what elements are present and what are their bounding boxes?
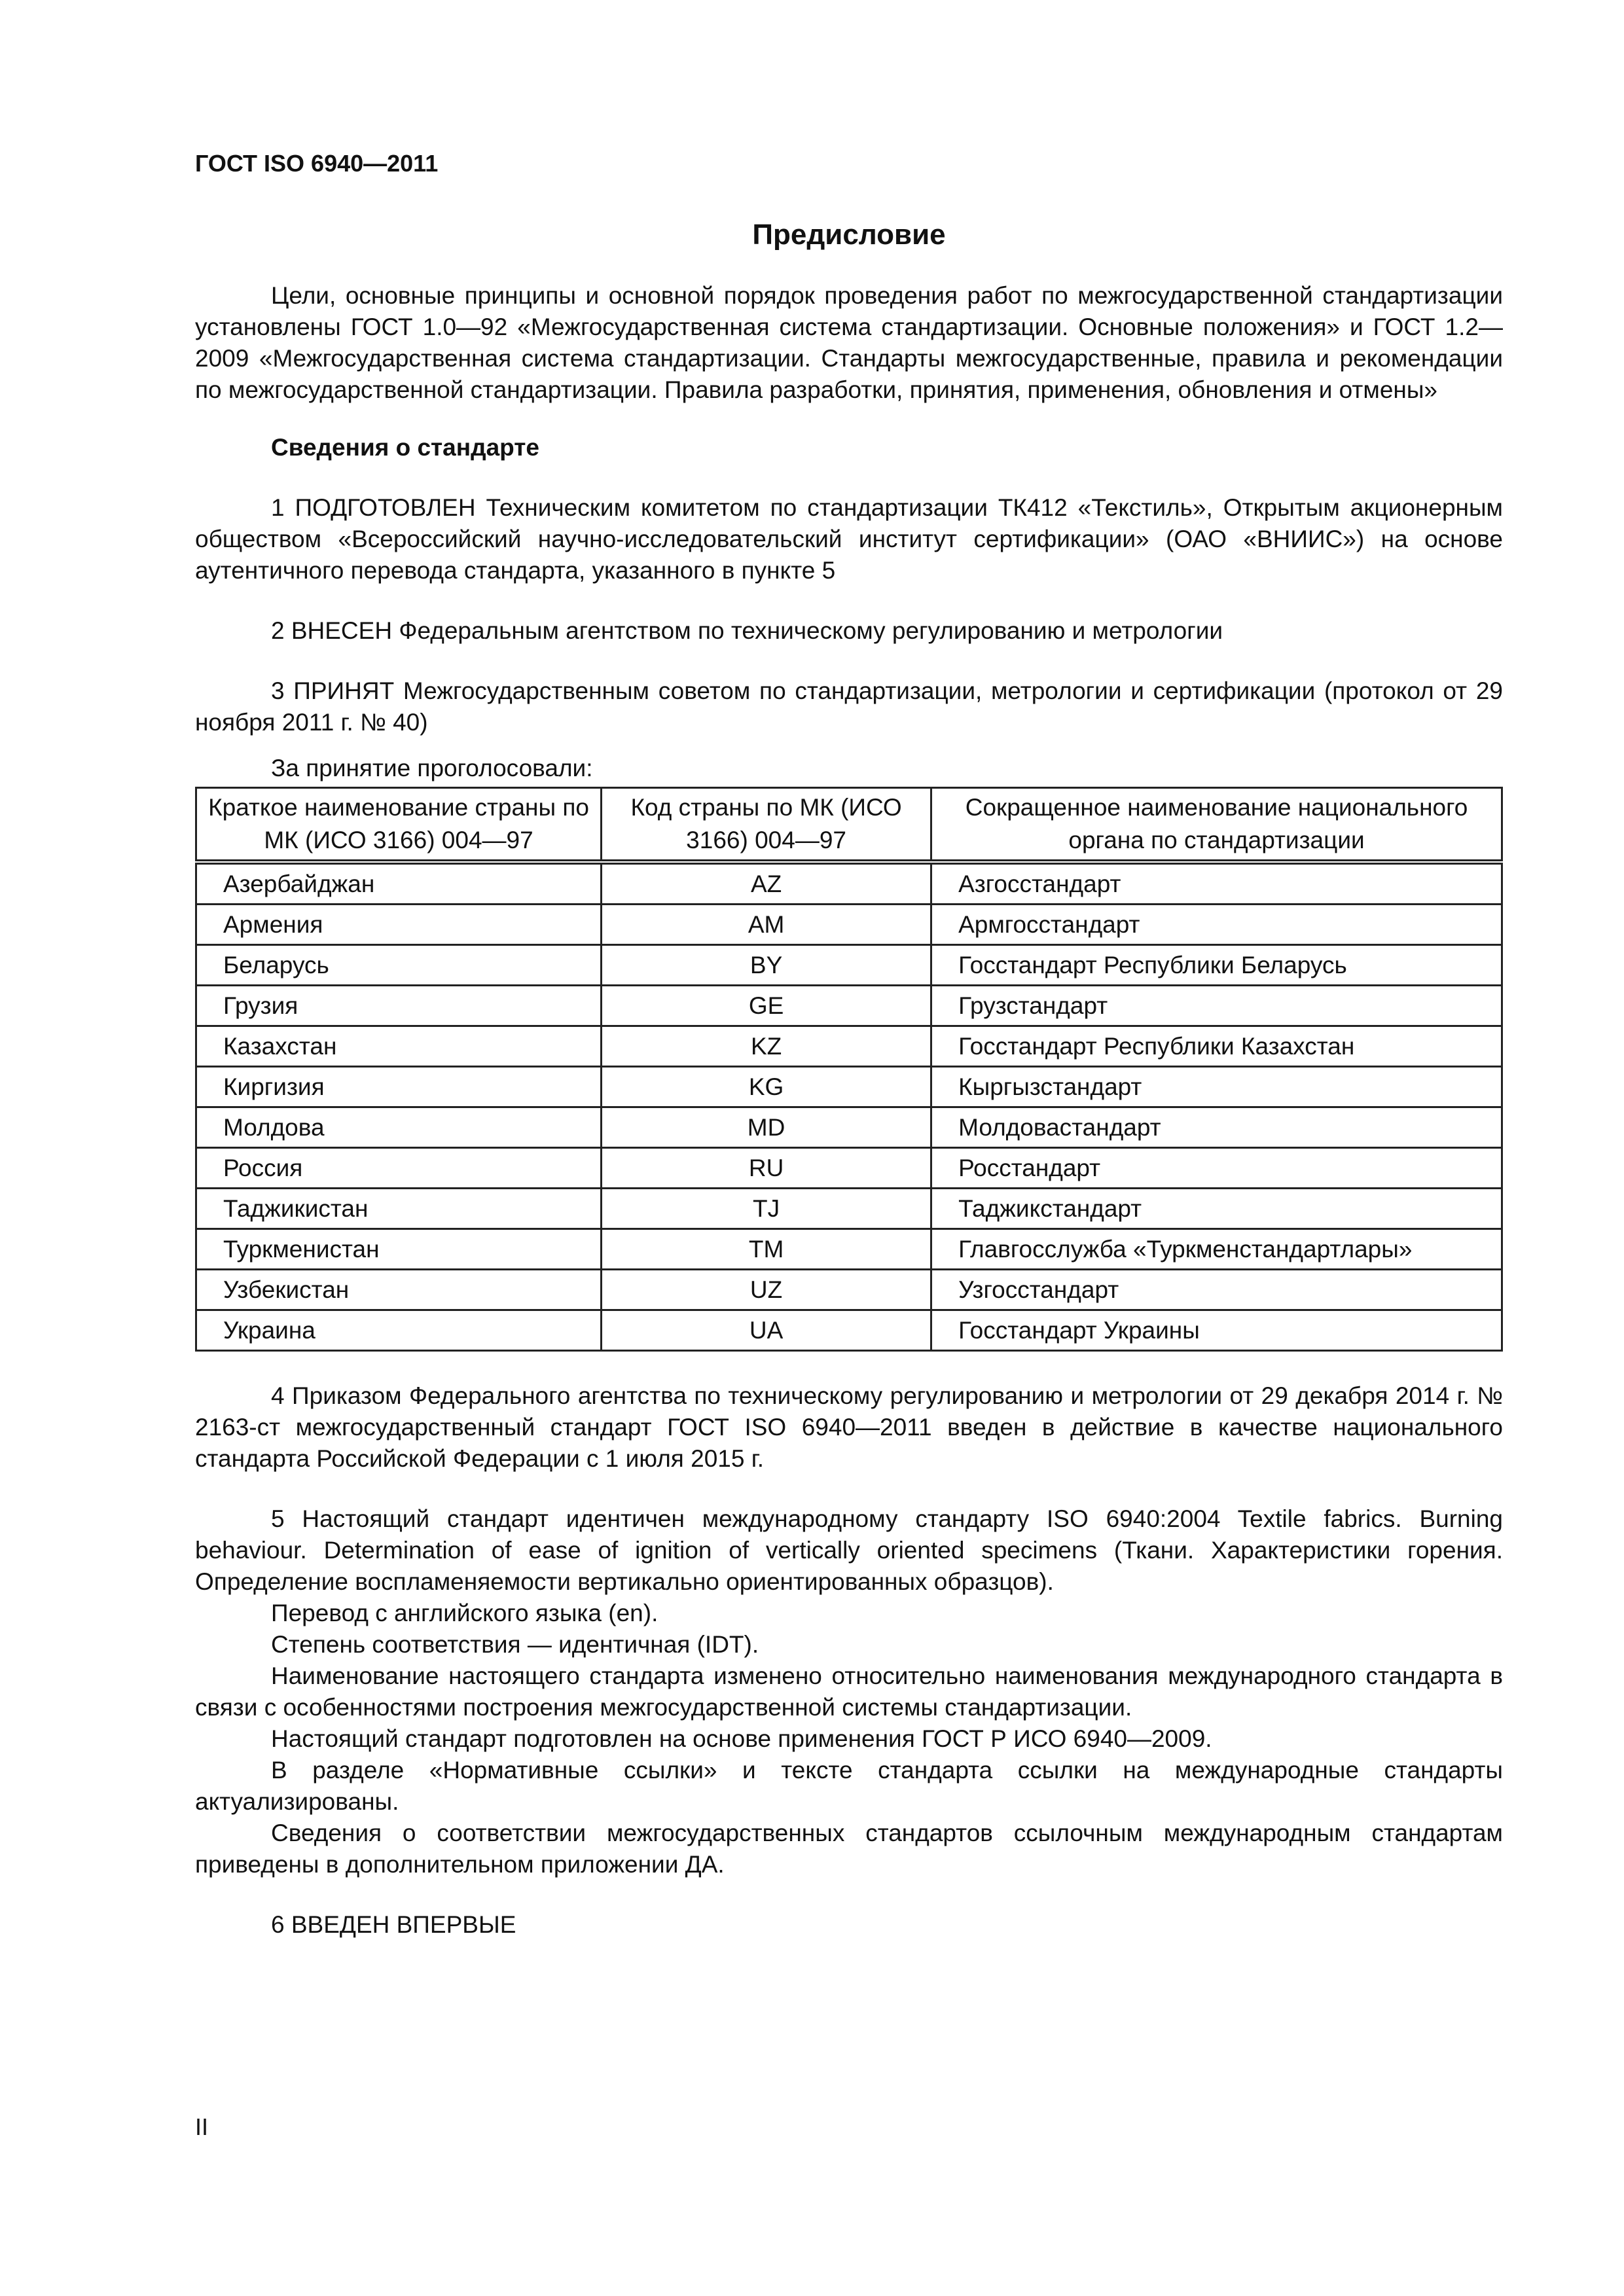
cell-standards-body: Молдовастандарт — [931, 1107, 1502, 1148]
table-row — [196, 1067, 1502, 1107]
item-5-degree: Степень соответствия — идентичная (IDT). — [271, 1631, 759, 1658]
table-row — [196, 1026, 1502, 1067]
cell-country-name: Грузия — [196, 986, 602, 1026]
table-row — [196, 1189, 1502, 1229]
table-body — [196, 862, 1502, 1351]
section-heading: Сведения о стандарте — [271, 434, 539, 461]
cell-country-code: AZ — [602, 862, 931, 905]
cell-country-code: BY — [602, 945, 931, 986]
cell-country-code: AM — [602, 905, 931, 945]
item-5-language: Перевод с английского языка (en). — [271, 1600, 659, 1626]
item-5-annex: Сведения о соответствии межгосударственных стандартов ссылочным международным стандартам приведены в дополнительном приложении ДА. — [195, 1820, 1503, 1878]
cell-standards-body: Главгосслужба «Туркменстандартлары» — [931, 1229, 1502, 1270]
document-code: ГОСТ ISO 6940—2011 — [195, 150, 439, 177]
cell-standards-body: Госстандарт Республики Казахстан — [931, 1026, 1502, 1067]
table-row — [196, 945, 1502, 986]
cell-country-code: KZ — [602, 1026, 931, 1067]
cell-country-code: UZ — [602, 1270, 931, 1310]
cell-country-code: KG — [602, 1067, 931, 1107]
cell-standards-body: Госстандарт Украины — [931, 1310, 1502, 1351]
cell-country-code: GE — [602, 986, 931, 1026]
cell-country-name: Азербайджан — [196, 862, 602, 905]
cell-country-name: Киргизия — [196, 1067, 602, 1107]
page-number: II — [195, 2113, 209, 2140]
cell-country-name: Беларусь — [196, 945, 602, 986]
table-row — [196, 1229, 1502, 1270]
document-page — [195, 149, 1503, 1941]
item-5-references: В разделе «Нормативные ссылки» и тексте стандарта ссылки на международные стандарты актуализированы. — [195, 1757, 1503, 1815]
cell-country-code: UA — [602, 1310, 931, 1351]
header-country-code: Код страны по МК (ИСО 3166) 004—97 — [602, 788, 931, 863]
cell-standards-body: Таджикстандарт — [931, 1189, 1502, 1229]
intro-paragraph: Цели, основные принципы и основной порядок проведения работ по межгосударственной стандартизации установлены ГОСТ 1.0—92 «Межгосударственная система стандартизации. Основные положения» и ГОСТ 1.2—2009 «Межгосударственная система стандартизации. Стандарты межгосударственные, правила и рекомендации по межгосударственной стандартизации. Правила разработки, принятия, применения, обновления и отмены» — [195, 282, 1503, 403]
item-5-basis: Настоящий стандарт подготовлен на основе применения ГОСТ Р ИСО 6940—2009. — [271, 1725, 1212, 1752]
header-standards-body: Сокращенное наименование национального органа по стандартизации — [931, 788, 1502, 863]
item-4-paragraph: 4 Приказом Федерального агентства по техническому регулированию и метрологии от 29 декабря 2014 г. № 2163-ст межгосударственный стандарт ГОСТ ISO 6940—2011 введен в действие в качестве национального стандарта Российской Федерации с 1 июля 2015 г. — [195, 1382, 1503, 1472]
cell-standards-body: Кыргызстандарт — [931, 1067, 1502, 1107]
member-countries-table — [195, 787, 1503, 1352]
table-row — [196, 1148, 1502, 1189]
cell-country-name: Таджикистан — [196, 1189, 602, 1229]
item-1-paragraph: 1 ПОДГОТОВЛЕН Техническим комитетом по стандартизации ТК412 «Текстиль», Открытым акционерным обществом «Всероссийский научно-исследовательский институт сертификации» (ОАО «ВНИИС») на основе аутентичного перевода стандарта, указанного в пункте 5 — [195, 494, 1503, 584]
item-2-paragraph: 2 ВНЕСЕН Федеральным агентством по техническому регулированию и метрологии — [271, 617, 1223, 644]
table-row — [196, 1107, 1502, 1148]
table-row — [196, 862, 1502, 905]
cell-country-code: MD — [602, 1107, 931, 1148]
cell-country-name: Туркменистан — [196, 1229, 602, 1270]
cell-country-code: TM — [602, 1229, 931, 1270]
table-row — [196, 986, 1502, 1026]
item-6-paragraph: 6 ВВЕДЕН ВПЕРВЫЕ — [271, 1911, 516, 1938]
header-country-name: Краткое наименование страны по МК (ИСО 3166) 004—97 — [196, 788, 602, 863]
cell-country-name: Россия — [196, 1148, 602, 1189]
cell-standards-body: Армгосстандарт — [931, 905, 1502, 945]
cell-country-name: Узбекистан — [196, 1270, 602, 1310]
cell-standards-body: Госстандарт Республики Беларусь — [931, 945, 1502, 986]
cell-standards-body: Азгосстандарт — [931, 862, 1502, 905]
cell-country-code: TJ — [602, 1189, 931, 1229]
cell-standards-body: Грузстандарт — [931, 986, 1502, 1026]
cell-standards-body: Узгосстандарт — [931, 1270, 1502, 1310]
table-header-row — [196, 788, 1502, 863]
table-row — [196, 905, 1502, 945]
cell-country-name: Молдова — [196, 1107, 602, 1148]
cell-country-name: Казахстан — [196, 1026, 602, 1067]
item-5-name-change: Наименование настоящего стандарта изменено относительно наименования международного стандарта в связи с особенностями построения межгосударственной системы стандартизации. — [195, 1662, 1503, 1721]
cell-country-code: RU — [602, 1148, 931, 1189]
vote-label: За принятие проголосовали: — [271, 755, 593, 781]
page-title: Предисловие — [752, 219, 946, 251]
item-3-paragraph: 3 ПРИНЯТ Межгосударственным советом по стандартизации, метрологии и сертификации (протокол от 29 ноября 2011 г. № 40) — [195, 677, 1503, 736]
cell-country-name: Армения — [196, 905, 602, 945]
table-row — [196, 1270, 1502, 1310]
item-5-paragraph: 5 Настоящий стандарт идентичен международному стандарту ISO 6940:2004 Textile fabrics. Burning behaviour. Determination of ease of ignition of vertically oriented specimens (Ткани. Характеристики горения. Определение воспламеняемости вертикально ориентированных образцов). — [195, 1505, 1503, 1595]
table-row — [196, 1310, 1502, 1351]
cell-standards-body: Росстандарт — [931, 1148, 1502, 1189]
cell-country-name: Украина — [196, 1310, 602, 1351]
